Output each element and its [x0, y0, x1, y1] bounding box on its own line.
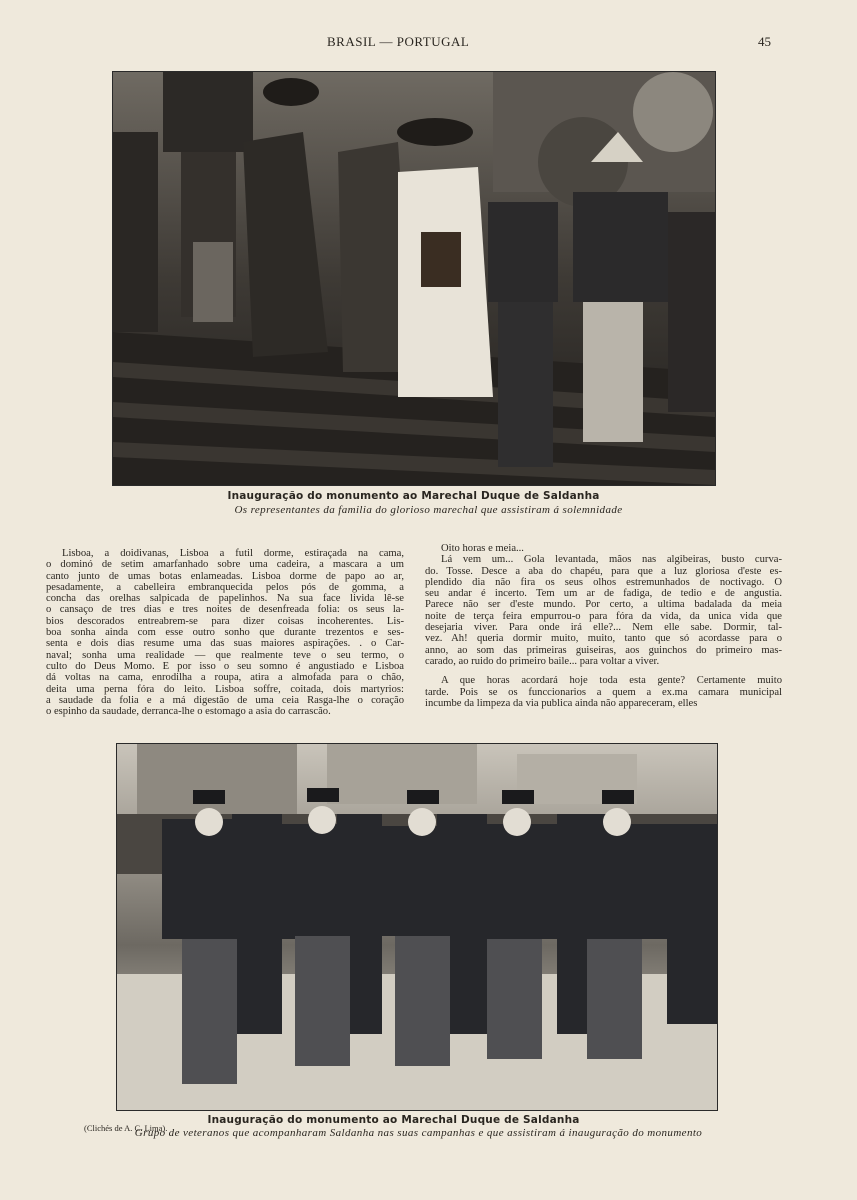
family-representatives-photo	[112, 71, 716, 486]
article-right-p1-line: anno, ao som das primeiras guiseiras, aos guinchos do primeiro mas-	[425, 644, 782, 656]
article-right-p1-line: Lá vem um... Gola levantada, mãos nas algibeiras, busto curva-	[441, 554, 782, 566]
article-left-column	[46, 548, 404, 717]
article-right-column	[425, 543, 782, 709]
article-left-line: canto junto de umas botas enlameadas. Lisboa dorme de papo ao ar,	[46, 570, 404, 582]
article-left-line: concha das orelhas salpicada de papelinhos. Na sua face livida lê-se	[46, 593, 404, 605]
article-left-line: Lisboa, a doidivanas, Lisboa a futil dorme, estiraçada na cama,	[62, 548, 404, 559]
veterans-group-photo-image	[117, 744, 717, 1110]
article-right-p2-line: incumbe da limpeza da via publica ainda não appareceram, elles	[425, 697, 698, 709]
photo-bottom-caption-title: Inauguração do monumento ao Marechal Duque de Saldanha	[207, 1114, 580, 1126]
article-left-line: dá voltas na cama, enrodilha a roupa, atira a almofada para o chão,	[46, 672, 404, 684]
article-right-p1-line: vez. Ah! queria dormir muito, muito, tanto que só acordasse para o	[425, 633, 782, 645]
article-right-p1-line: plendido dia não fira os seus olhos estremunhados de noctivago. O	[425, 576, 782, 588]
photo-credit: (Clichés de A. C. Lima).	[84, 1123, 168, 1133]
article-left-line: o cansaço de tres dias e tres noites de desenfreada folia: os seus la-	[46, 604, 404, 616]
article-left-line: deita uma perna fóra do leito. Lisboa soffre, coitada, dois martyrios:	[46, 683, 404, 695]
article-right-paragraph-1	[425, 543, 782, 667]
page-header	[0, 34, 857, 54]
article-right-p2-line: A que horas acordará hoje toda esta gente? Certamente muito	[441, 675, 782, 687]
article-right-paragraph-2	[425, 675, 782, 709]
article-left-line: o dominó de setim amarfanhado sobre uma cadeira, a mascara a um	[46, 559, 404, 571]
article-left-line: pesadamente, a cabelleira embranquecida pelos pós de gomma, a	[46, 581, 404, 593]
article-right-p1-line: noite de terça feira empurrou-o para fóra da vida, da unica vida que	[425, 610, 782, 622]
article-right-p2-line: tarde. Pois se os funccionarios a quem a ex.ma camara municipal	[425, 686, 782, 698]
photo-top-caption-subtitle: Os representantes da familia do glorioso marechal que assistiram á solemnidade	[234, 504, 623, 516]
article-left-line: naval; sonha uma realidade — que realmente teve o seu termo, o	[46, 649, 404, 661]
veterans-group-photo	[116, 743, 718, 1111]
article-right-p1-line: desejaria viver. Para onde irá elle?... Nem elle sabe. Dormir, tal-	[425, 622, 782, 634]
article-right-p1-line: Oito horas e meia...	[441, 543, 524, 554]
article-right-p1-line: carado, ao ruido do primeiro baile... para voltar a viver.	[425, 655, 660, 667]
article-left-line: boa sonha ainda com esse outro sonho que durante trezentos e ses-	[46, 627, 404, 639]
photo-top-caption-title: Inauguração do monumento ao Marechal Duque de Saldanha	[227, 490, 600, 502]
article-left-line: culto do Deus Momo. E por isso o seu somno é angustiado e Lisboa	[46, 660, 404, 672]
photo-bottom-caption-subtitle: Grupo de veteranos que acompanharam Saldanha nas suas campanhas e que assistiram á inauguração do monumento	[134, 1127, 703, 1139]
article-right-p1-line: seu andar é incerto. Tem um ar de fadiga, de tedio e de angustia.	[425, 588, 782, 600]
article-right-p1-line: Parece não ser d'este mundo. Por certo, a ultima badalada da meia	[425, 599, 782, 611]
running-title: BRASIL — PORTUGAL	[327, 34, 470, 49]
article-right-p1-line: do. Tosse. Desce a aba do chapéu, para que a luz gloriosa d'este es-	[425, 565, 782, 577]
family-representatives-photo-image	[113, 72, 715, 485]
article-left-line: o espinho da saudade, derranca-lhe o estomago a asia do carrascão.	[46, 706, 331, 718]
article-left-line: bios descorados entreabrem-se para dizer coisas incoherentes. Lis-	[46, 615, 404, 627]
article-left-line: senta e dois dias resume uma das suas maiores aspirações. . o Car-	[46, 638, 404, 650]
page-number: 45	[758, 34, 771, 49]
article-left-line: a saudade da folia e a má digestão de uma ceia Rasga-lhe o coração	[46, 694, 404, 706]
